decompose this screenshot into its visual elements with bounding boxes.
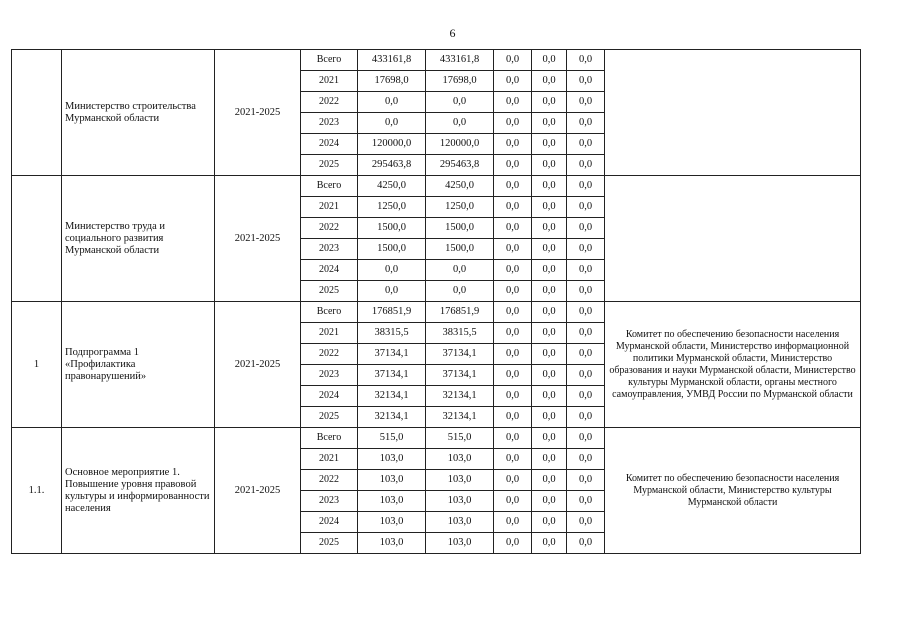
row-name: Основное мероприятие 1. Повышение уровня правовой культуры и информированности населения	[62, 428, 215, 554]
amount-cell: 0,0	[567, 71, 605, 92]
amount-cell: 103,0	[358, 533, 426, 554]
amount-cell: 103,0	[358, 491, 426, 512]
amount-cell: 0,0	[567, 491, 605, 512]
year-cell: Всего	[301, 428, 358, 449]
amount-cell: 0,0	[426, 260, 494, 281]
amount-cell: 0,0	[532, 71, 567, 92]
amount-cell: 0,0	[494, 260, 532, 281]
year-cell: 2022	[301, 218, 358, 239]
amount-cell: 0,0	[494, 113, 532, 134]
year-cell: 2025	[301, 155, 358, 176]
page-number: 6	[449, 26, 456, 40]
amount-cell: 0,0	[567, 281, 605, 302]
year-cell: 2023	[301, 365, 358, 386]
year-cell: 2022	[301, 344, 358, 365]
amount-cell: 32134,1	[426, 386, 494, 407]
year-cell: Всего	[301, 302, 358, 323]
amount-cell: 0,0	[494, 512, 532, 533]
amount-cell: 0,0	[567, 470, 605, 491]
amount-cell: 0,0	[567, 512, 605, 533]
row-name: Министерство строительства Мурманской области	[62, 50, 215, 176]
year-cell: 2025	[301, 533, 358, 554]
year-cell: Всего	[301, 176, 358, 197]
year-cell: 2023	[301, 239, 358, 260]
executor-cell	[605, 50, 861, 176]
amount-cell: 0,0	[532, 491, 567, 512]
amount-cell: 295463,8	[358, 155, 426, 176]
amount-cell: 0,0	[494, 239, 532, 260]
row-number: 1.1.	[12, 428, 62, 554]
amount-cell: 0,0	[532, 449, 567, 470]
amount-cell: 433161,8	[426, 50, 494, 71]
amount-cell: 0,0	[532, 302, 567, 323]
amount-cell: 0,0	[494, 218, 532, 239]
row-period: 2021-2025	[215, 50, 301, 176]
executor-cell	[605, 176, 861, 302]
row-name: Министерство труда и социального развития Мурманской области	[62, 176, 215, 302]
amount-cell: 0,0	[532, 407, 567, 428]
amount-cell: 0,0	[494, 50, 532, 71]
table-row	[12, 176, 861, 197]
amount-cell: 38315,5	[426, 323, 494, 344]
year-cell: 2023	[301, 491, 358, 512]
amount-cell: 0,0	[567, 323, 605, 344]
amount-cell: 0,0	[494, 281, 532, 302]
amount-cell: 0,0	[567, 50, 605, 71]
amount-cell: 1500,0	[358, 218, 426, 239]
amount-cell: 0,0	[532, 386, 567, 407]
amount-cell: 0,0	[532, 344, 567, 365]
year-cell: 2024	[301, 386, 358, 407]
amount-cell: 0,0	[567, 218, 605, 239]
amount-cell: 0,0	[358, 260, 426, 281]
year-cell: 2021	[301, 449, 358, 470]
amount-cell: 103,0	[426, 533, 494, 554]
amount-cell: 0,0	[494, 92, 532, 113]
row-name: Подпрограмма 1 «Профилактика правонарушений»	[62, 302, 215, 428]
table-body	[12, 50, 861, 554]
amount-cell: 0,0	[567, 176, 605, 197]
year-cell: 2023	[301, 113, 358, 134]
amount-cell: 1500,0	[426, 218, 494, 239]
amount-cell: 37134,1	[426, 344, 494, 365]
table-row	[12, 302, 861, 323]
amount-cell: 0,0	[532, 239, 567, 260]
amount-cell: 0,0	[426, 281, 494, 302]
amount-cell: 103,0	[426, 449, 494, 470]
amount-cell: 0,0	[358, 281, 426, 302]
amount-cell: 176851,9	[358, 302, 426, 323]
amount-cell: 0,0	[494, 470, 532, 491]
amount-cell: 1500,0	[426, 239, 494, 260]
table-row	[12, 50, 861, 71]
amount-cell: 0,0	[494, 344, 532, 365]
amount-cell: 0,0	[494, 428, 532, 449]
amount-cell: 0,0	[532, 176, 567, 197]
amount-cell: 0,0	[567, 533, 605, 554]
amount-cell: 17698,0	[426, 71, 494, 92]
table-row	[12, 428, 861, 449]
amount-cell: 1250,0	[358, 197, 426, 218]
amount-cell: 0,0	[494, 134, 532, 155]
amount-cell: 0,0	[494, 197, 532, 218]
amount-cell: 0,0	[532, 512, 567, 533]
amount-cell: 0,0	[567, 386, 605, 407]
amount-cell: 0,0	[567, 239, 605, 260]
amount-cell: 0,0	[532, 365, 567, 386]
amount-cell: 0,0	[494, 386, 532, 407]
amount-cell: 0,0	[494, 449, 532, 470]
amount-cell: 17698,0	[358, 71, 426, 92]
amount-cell: 0,0	[532, 533, 567, 554]
amount-cell: 0,0	[494, 323, 532, 344]
amount-cell: 4250,0	[426, 176, 494, 197]
amount-cell: 0,0	[532, 260, 567, 281]
amount-cell: 0,0	[567, 134, 605, 155]
amount-cell: 433161,8	[358, 50, 426, 71]
amount-cell: 295463,8	[426, 155, 494, 176]
year-cell: 2025	[301, 407, 358, 428]
amount-cell: 515,0	[358, 428, 426, 449]
amount-cell: 0,0	[494, 365, 532, 386]
amount-cell: 0,0	[532, 218, 567, 239]
row-number	[12, 176, 62, 302]
amount-cell: 0,0	[532, 155, 567, 176]
amount-cell: 0,0	[567, 155, 605, 176]
amount-cell: 0,0	[532, 113, 567, 134]
amount-cell: 1500,0	[358, 239, 426, 260]
amount-cell: 0,0	[494, 407, 532, 428]
year-cell: 2024	[301, 512, 358, 533]
amount-cell: 0,0	[567, 92, 605, 113]
amount-cell: 176851,9	[426, 302, 494, 323]
amount-cell: 1250,0	[426, 197, 494, 218]
amount-cell: 0,0	[494, 155, 532, 176]
year-cell: 2021	[301, 71, 358, 92]
amount-cell: 103,0	[358, 512, 426, 533]
executor-cell: Комитет по обеспечению безопасности населения Мурманской области, Министерство информационной политики Мурманской области, Министерство образования и науки Мурманской области, Министерство культуры Мурманской области, органы местного самоуправления, УМВД России по Мурманской области	[605, 302, 861, 428]
funding-table	[11, 49, 861, 554]
amount-cell: 0,0	[494, 176, 532, 197]
amount-cell: 0,0	[567, 344, 605, 365]
amount-cell: 120000,0	[358, 134, 426, 155]
row-period: 2021-2025	[215, 428, 301, 554]
year-cell: 2022	[301, 470, 358, 491]
year-cell: 2022	[301, 92, 358, 113]
amount-cell: 0,0	[567, 302, 605, 323]
amount-cell: 4250,0	[358, 176, 426, 197]
year-cell: 2024	[301, 260, 358, 281]
amount-cell: 103,0	[358, 470, 426, 491]
amount-cell: 0,0	[567, 197, 605, 218]
amount-cell: 0,0	[532, 281, 567, 302]
row-number	[12, 50, 62, 176]
amount-cell: 0,0	[494, 491, 532, 512]
amount-cell: 103,0	[426, 470, 494, 491]
amount-cell: 37134,1	[358, 365, 426, 386]
row-period: 2021-2025	[215, 176, 301, 302]
amount-cell: 32134,1	[358, 407, 426, 428]
year-cell: 2021	[301, 323, 358, 344]
amount-cell: 32134,1	[358, 386, 426, 407]
amount-cell: 103,0	[358, 449, 426, 470]
year-cell: Всего	[301, 50, 358, 71]
amount-cell: 0,0	[494, 302, 532, 323]
amount-cell: 0,0	[567, 449, 605, 470]
amount-cell: 103,0	[426, 491, 494, 512]
amount-cell: 37134,1	[426, 365, 494, 386]
amount-cell: 38315,5	[358, 323, 426, 344]
amount-cell: 0,0	[532, 197, 567, 218]
amount-cell: 0,0	[358, 92, 426, 113]
year-cell: 2024	[301, 134, 358, 155]
amount-cell: 0,0	[494, 533, 532, 554]
amount-cell: 120000,0	[426, 134, 494, 155]
amount-cell: 0,0	[532, 134, 567, 155]
row-period: 2021-2025	[215, 302, 301, 428]
amount-cell: 0,0	[532, 50, 567, 71]
amount-cell: 0,0	[567, 428, 605, 449]
amount-cell: 0,0	[532, 428, 567, 449]
amount-cell: 0,0	[532, 92, 567, 113]
amount-cell: 0,0	[567, 407, 605, 428]
amount-cell: 0,0	[567, 260, 605, 281]
year-cell: 2021	[301, 197, 358, 218]
amount-cell: 515,0	[426, 428, 494, 449]
amount-cell: 0,0	[426, 113, 494, 134]
amount-cell: 0,0	[567, 365, 605, 386]
amount-cell: 0,0	[426, 92, 494, 113]
amount-cell: 0,0	[567, 113, 605, 134]
amount-cell: 37134,1	[358, 344, 426, 365]
amount-cell: 0,0	[532, 470, 567, 491]
amount-cell: 103,0	[426, 512, 494, 533]
year-cell: 2025	[301, 281, 358, 302]
amount-cell: 0,0	[358, 113, 426, 134]
amount-cell: 32134,1	[426, 407, 494, 428]
row-number: 1	[12, 302, 62, 428]
amount-cell: 0,0	[494, 71, 532, 92]
amount-cell: 0,0	[532, 323, 567, 344]
executor-cell: Комитет по обеспечению безопасности населения Мурманской области, Министерство культуры Мурманской области	[605, 428, 861, 554]
